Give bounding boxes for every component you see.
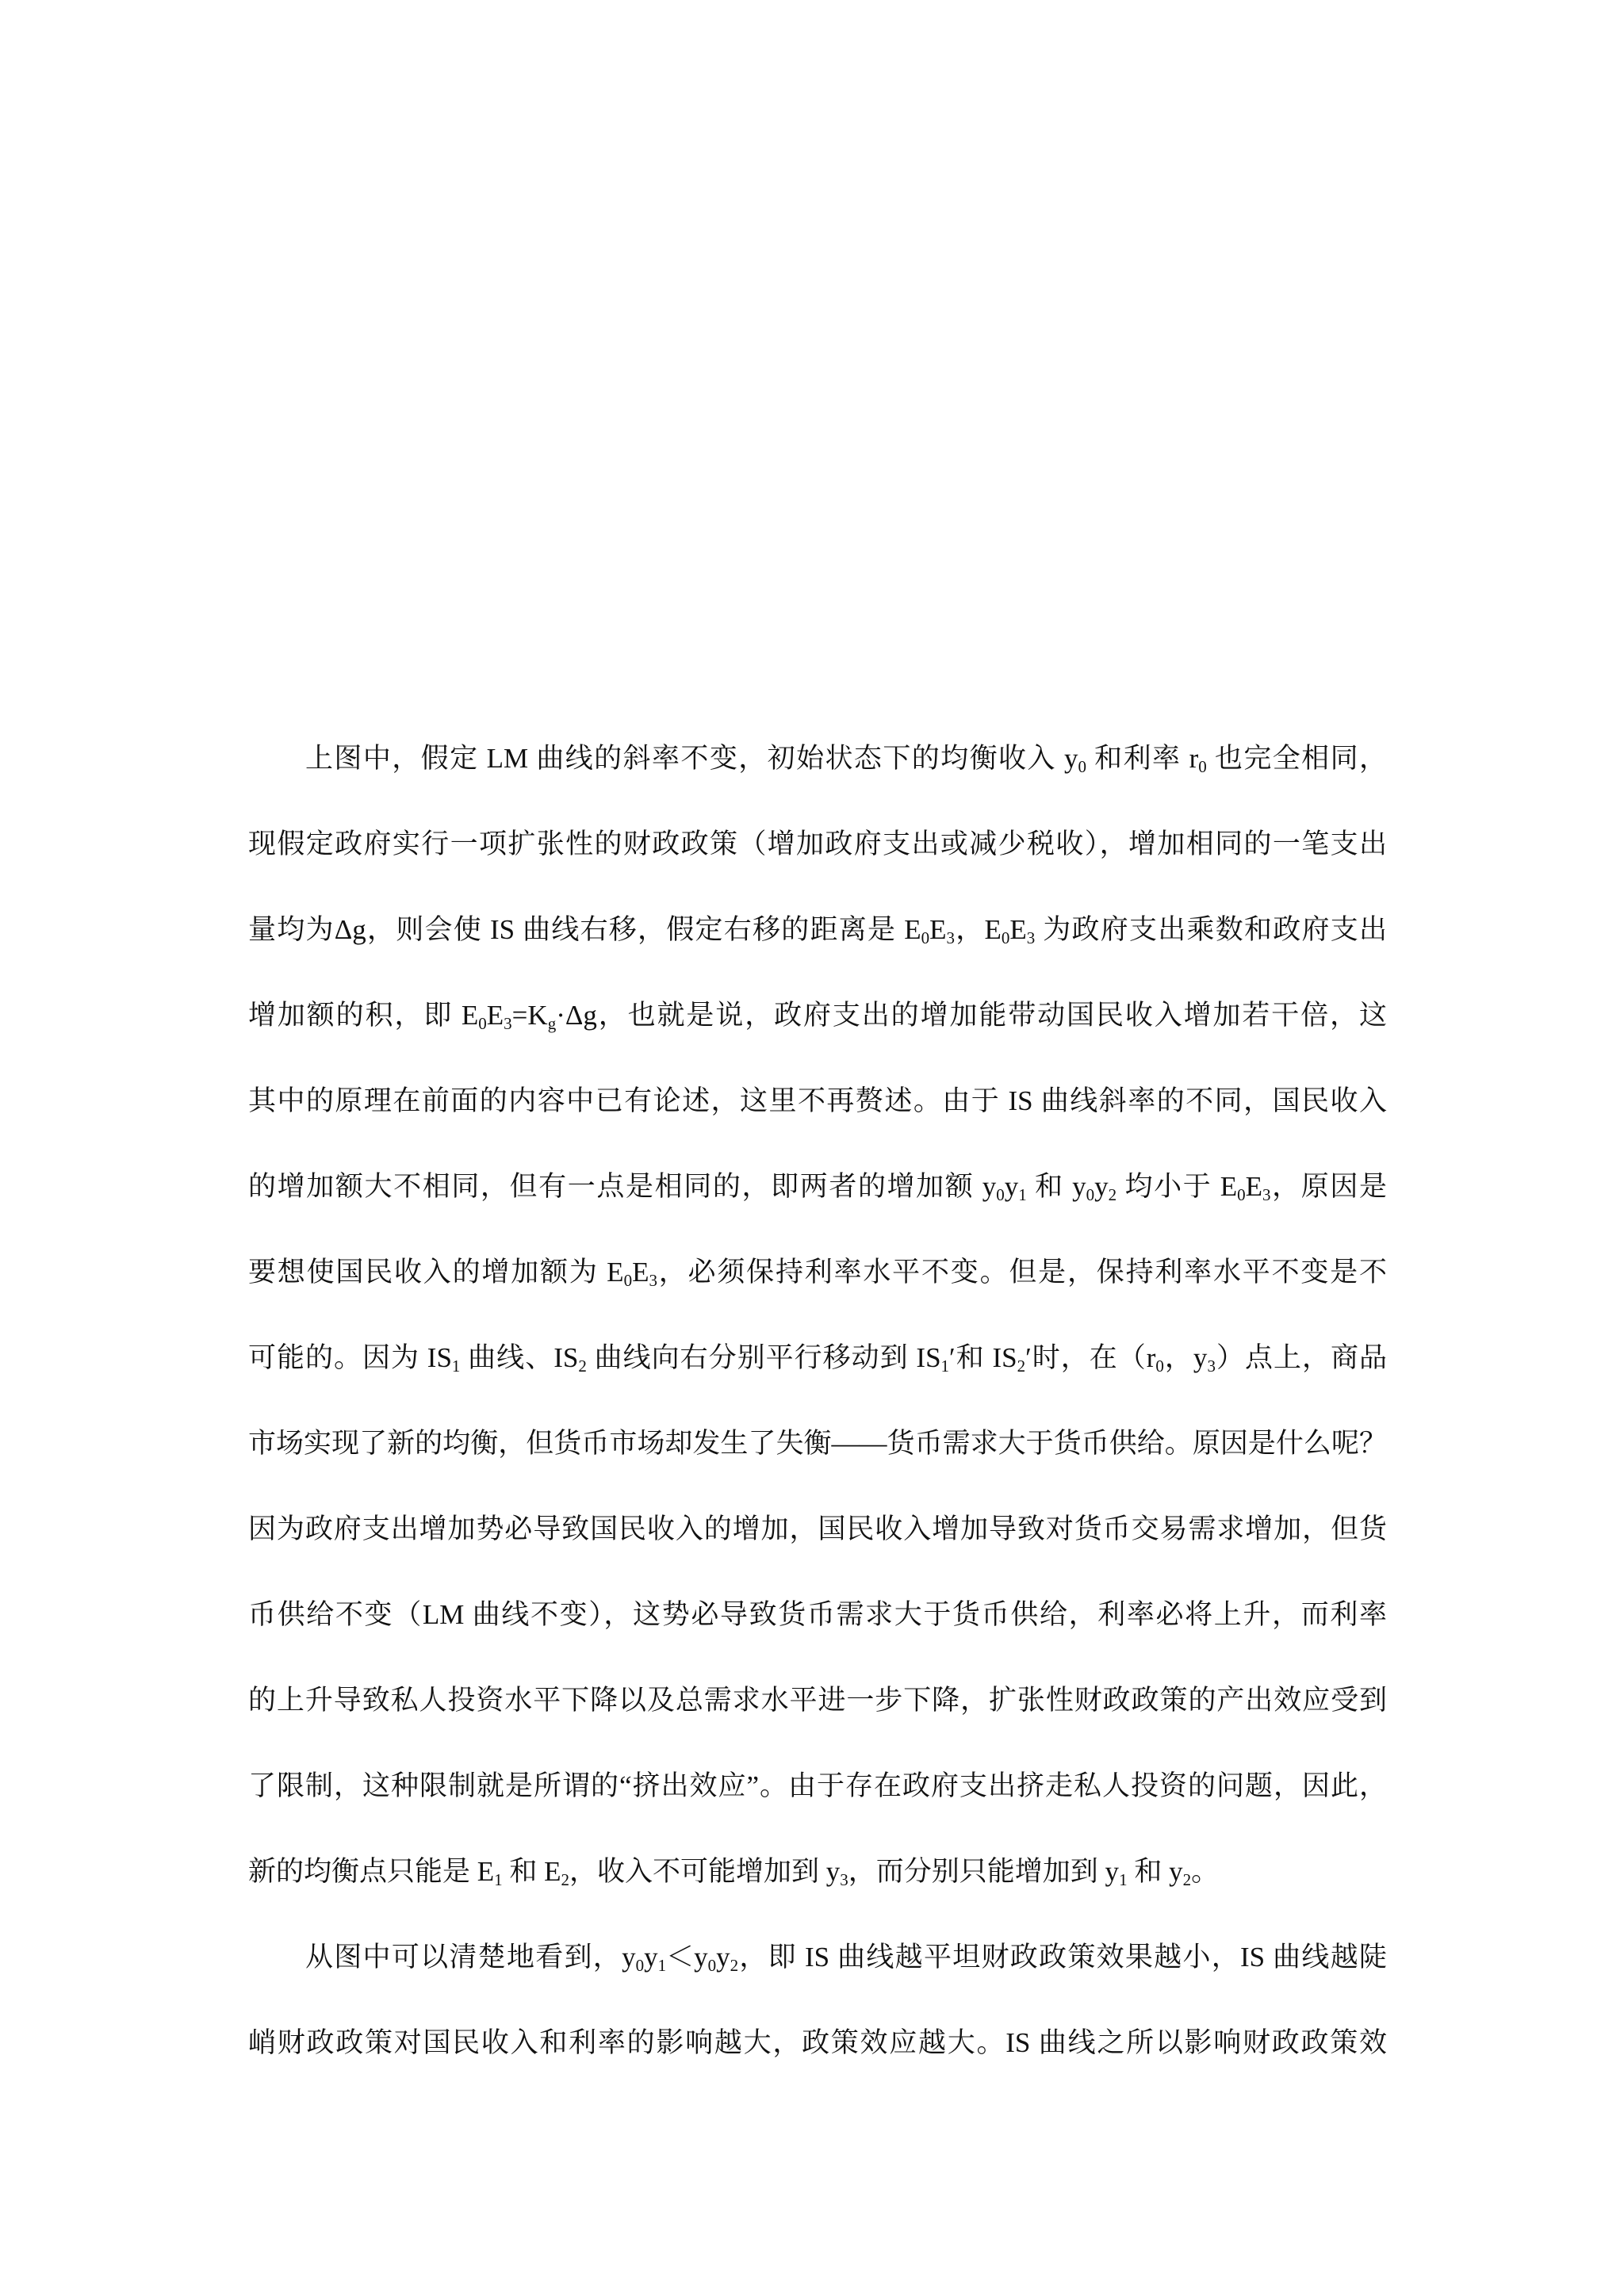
text-line xyxy=(248,716,1387,802)
text-line xyxy=(248,802,1387,887)
paragraph xyxy=(248,1915,1387,2086)
text-run: ＜y xyxy=(666,1942,708,1973)
text-run: 上图中，假定 LM 曲线的斜率不变，初始状态下的均衡收入 y xyxy=(305,743,1078,774)
text-run: 新的均衡点只能是 E xyxy=(248,1856,495,1887)
text-line xyxy=(248,1401,1387,1487)
text-run: E xyxy=(632,1257,649,1288)
text-line xyxy=(248,973,1387,1058)
subscript: 3 xyxy=(840,1869,848,1889)
text-line xyxy=(248,887,1387,973)
subscript: 3 xyxy=(1026,928,1036,947)
text-run: 为政府支出乘数和政府支出 xyxy=(1035,914,1387,945)
paragraph xyxy=(248,716,1387,1915)
subscript: 0 xyxy=(707,1955,717,1975)
text-run: 量均为Δg，则会使 IS 曲线右移，假定右移的距离是 E xyxy=(248,914,921,945)
text-run: 增加额的积，即 E xyxy=(248,1000,479,1031)
text-run: 。 xyxy=(1191,1856,1220,1887)
subscript: 0 xyxy=(1001,928,1010,947)
subscript: 2 xyxy=(1182,1869,1192,1889)
text-line xyxy=(248,1230,1387,1315)
subscript: 0 xyxy=(921,928,930,947)
text-run: 现假定政府实行一项扩张性的财政政策（增加政府支出或减少税收），增加相同的一笔支出 xyxy=(248,828,1387,859)
text-line xyxy=(248,1144,1387,1230)
text-run: ，即 IS 曲线越平坦财政政策效果越小，IS 曲线越陡 xyxy=(738,1942,1387,1973)
text-run: 市场实现了新的均衡，但货币市场却发生了失衡——货币需求大于货币供给。原因是什么呢？ xyxy=(248,1428,1387,1459)
text-line xyxy=(248,2000,1387,2086)
text-run: 币供给不变（LM 曲线不变），这势必导致货币需求大于货币供给，利率必将上升，而利率 xyxy=(248,1599,1387,1630)
text-run: y xyxy=(1004,1171,1019,1202)
subscript: 3 xyxy=(649,1270,657,1290)
text-line xyxy=(248,1058,1387,1144)
text-run: 其中的原理在前面的内容中已有论述，这里不再赘述。由于 IS 曲线斜率的不同，国民收入 xyxy=(248,1085,1387,1116)
subscript: 1 xyxy=(451,1356,461,1376)
text-line xyxy=(248,1572,1387,1658)
text-run: 的上升导致私人投资水平下降以及总需求水平进一步下降，扩张性财政政策的产出效应受到 xyxy=(248,1685,1387,1716)
text-run: 要想使国民收入的增加额为 E xyxy=(248,1257,624,1288)
subscript: 2 xyxy=(730,1955,739,1975)
text-run: 也完全相同， xyxy=(1206,743,1387,774)
subscript: 0 xyxy=(478,1013,487,1033)
subscript: g xyxy=(547,1013,557,1033)
subscript: 0 xyxy=(1155,1356,1164,1376)
subscript: 1 xyxy=(1119,1869,1128,1889)
text-run: 曲线、IS xyxy=(460,1342,579,1373)
subscript: 0 xyxy=(1237,1184,1246,1204)
text-run: ·Δg，也就是说，政府支出的增加能带动国民收入增加若干倍，这 xyxy=(556,1000,1387,1031)
subscript: 2 xyxy=(1108,1184,1117,1204)
subscript: 0 xyxy=(996,1184,1005,1204)
text-run: 和 E xyxy=(502,1856,561,1887)
text-run: ，收入不可能增加到 y xyxy=(569,1856,841,1887)
subscript: 3 xyxy=(1262,1184,1271,1204)
text-run: ′和 IS xyxy=(949,1342,1017,1373)
subscript: 3 xyxy=(504,1013,512,1033)
subscript: 2 xyxy=(578,1356,587,1376)
text-line xyxy=(248,1315,1387,1401)
subscript: 2 xyxy=(561,1869,570,1889)
text-run: 的增加额大不相同，但有一点是相同的，即两者的增加额 y xyxy=(248,1171,997,1202)
subscript: 0 xyxy=(1198,756,1207,776)
text-run: ）点上，商品 xyxy=(1215,1342,1387,1373)
subscript: 1 xyxy=(494,1869,503,1889)
subscript: 0 xyxy=(1086,1184,1095,1204)
text-run: 和 y xyxy=(1026,1171,1086,1202)
text-run: =K xyxy=(511,1000,548,1031)
text-run: E xyxy=(486,1000,504,1031)
text-run: E xyxy=(1009,914,1027,945)
text-run: 峭财政政策对国民收入和利率的影响越大，政策效应越大。IS 曲线之所以影响财政政策效 xyxy=(248,2027,1387,2058)
text-line xyxy=(248,1915,1387,2000)
text-run: y xyxy=(1094,1171,1109,1202)
subscript: 3 xyxy=(1207,1356,1216,1376)
text-run: E xyxy=(1245,1171,1262,1202)
text-run: 和利率 r xyxy=(1086,743,1199,774)
text-run: 均小于 E xyxy=(1116,1171,1238,1202)
text-run: 从图中可以清楚地看到，y xyxy=(305,1942,636,1973)
subscript: 3 xyxy=(946,928,956,947)
subscript: 1 xyxy=(657,1955,667,1975)
text-line xyxy=(248,1743,1387,1829)
text-run: 了限制，这种限制就是所谓的“挤出效应”。由于存在政府支出挤走私人投资的问题，因此， xyxy=(248,1770,1387,1801)
subscript: 2 xyxy=(1017,1356,1026,1376)
text-run: ，而分别只能增加到 y xyxy=(848,1856,1120,1887)
text-run: E xyxy=(929,914,947,945)
subscript: 1 xyxy=(1018,1184,1027,1204)
text-run: 和 y xyxy=(1127,1856,1183,1887)
text-run: 曲线向右分别平行移动到 IS xyxy=(586,1342,941,1373)
text-run: 因为政府支出增加势必导致国民收入的增加，国民收入增加导致对货币交易需求增加，但货 xyxy=(248,1513,1387,1544)
text-run: y xyxy=(716,1942,730,1973)
subscript: 0 xyxy=(635,1955,645,1975)
text-run: 可能的。因为 IS xyxy=(248,1342,452,1373)
text-line xyxy=(248,1658,1387,1743)
text-run: ，E xyxy=(955,914,1002,945)
subscript: 1 xyxy=(940,1356,950,1376)
text-line xyxy=(248,1829,1387,1915)
text-run: ，y xyxy=(1163,1342,1208,1373)
text-line xyxy=(248,1487,1387,1572)
text-run: ，必须保持利率水平不变。但是，保持利率水平不变是不 xyxy=(657,1257,1387,1288)
subscript: 0 xyxy=(623,1270,633,1290)
text-run: ′时，在（r xyxy=(1025,1342,1156,1373)
text-run: y xyxy=(644,1942,658,1973)
text-run: ，原因是 xyxy=(1270,1171,1387,1202)
body-text xyxy=(248,716,1387,2086)
subscript: 0 xyxy=(1078,756,1086,776)
